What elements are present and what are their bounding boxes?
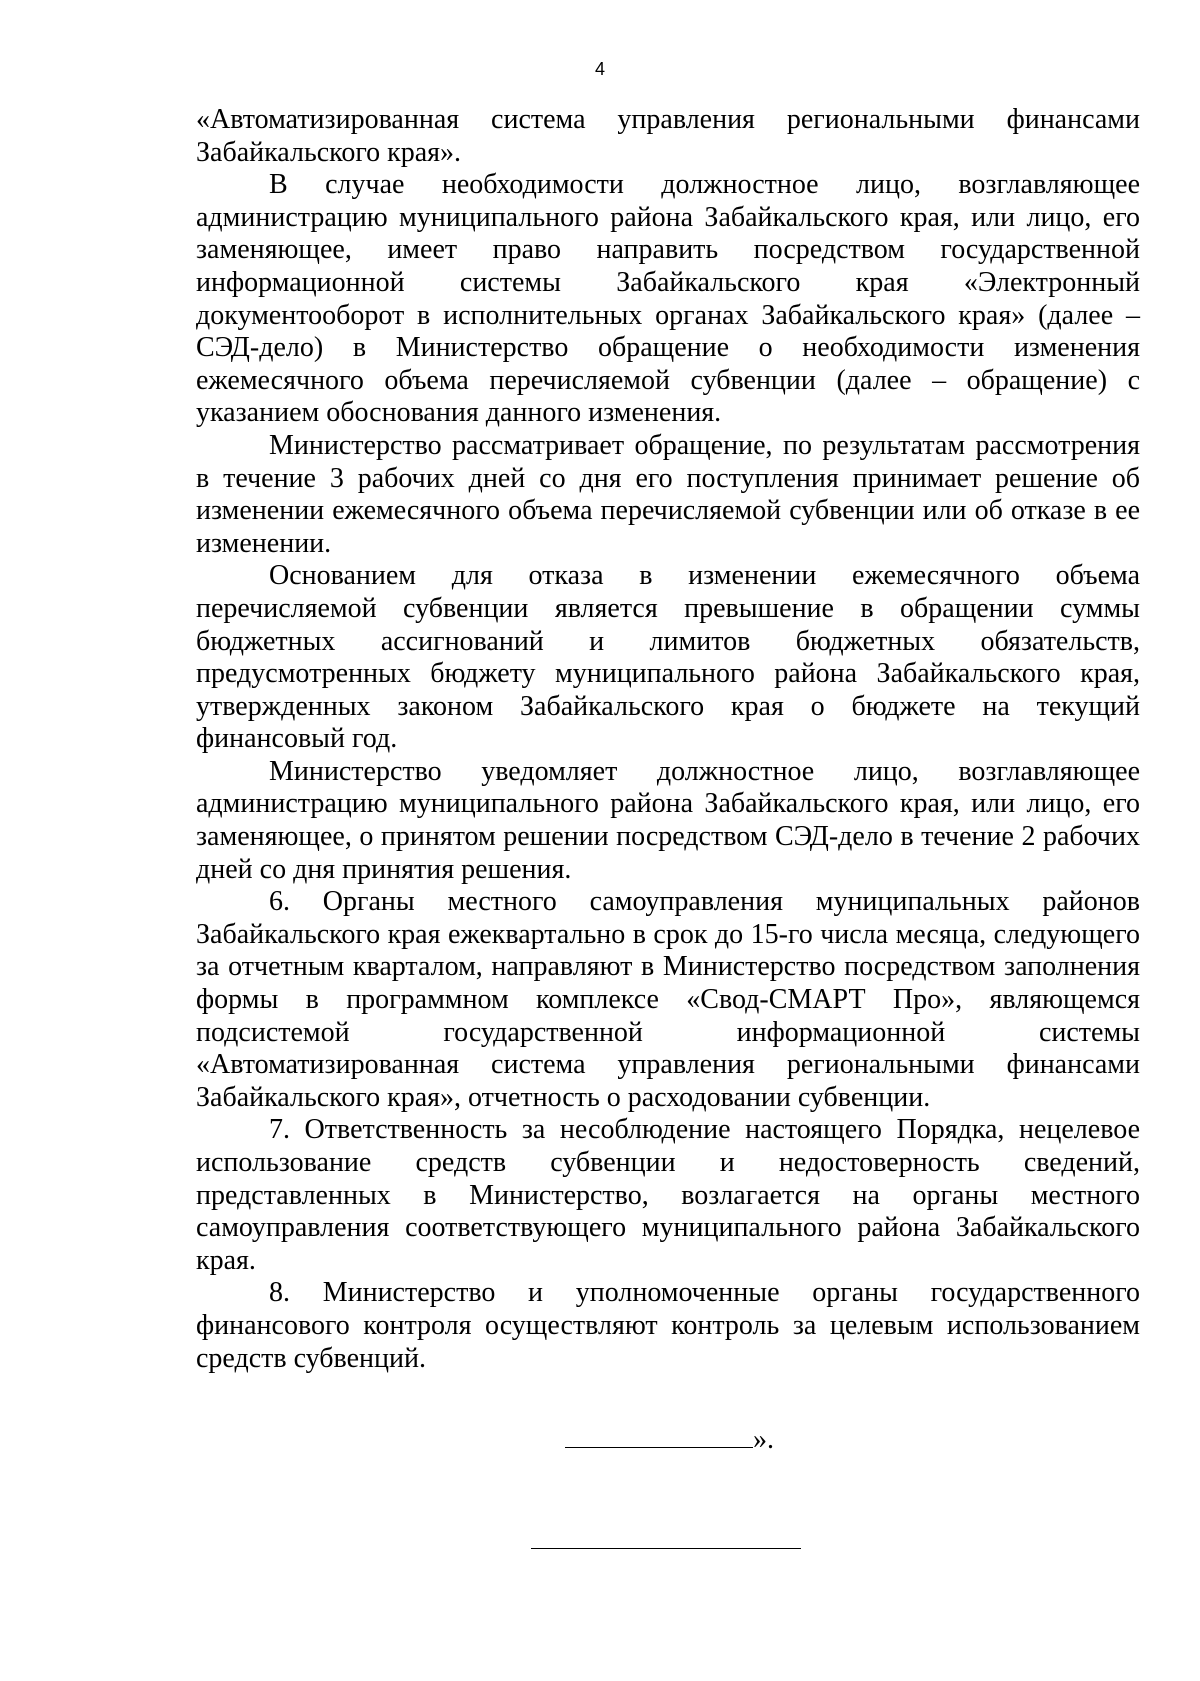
page-number: 4 bbox=[594, 59, 605, 79]
closing-underline bbox=[565, 1447, 753, 1448]
paragraph-refusal-grounds: Основанием для отказа в изменении ежемесячного объема перечисляемой субвенции является превышение в обращении суммы бюджетных ассигнований и лимитов бюджетных обязательств, предусмотренных бюджету муниципального района Забайкальского края, утвержденных законом Забайкальского края о бюджете на текущий финансовый год. bbox=[196, 560, 1140, 755]
closing-quote-mark: ». bbox=[753, 1424, 774, 1455]
end-separator-line bbox=[531, 1548, 801, 1549]
paragraph-item-6-reporting: 6. Органы местного самоуправления муниципальных районов Забайкальского края ежеквартально в срок до 15-го числа месяца, следующего за отчетным кварталом, направляют в Министерство посредством заполнения формы в программном комплексе «Свод-СМАРТ Про», являющемся подсистемой государственной информационной системы «Автоматизированная система управления региональными финансами Забайкальского края», отчетность о расходовании субвенции. bbox=[196, 886, 1140, 1113]
paragraph-notification: Министерство уведомляет должностное лицо, возглавляющее администрацию муниципального района Забайкальского края, или лицо, его заменяющее, о принятом решении посредством СЭД-дело в течение 2 рабочих дней со дня принятия решения. bbox=[196, 755, 1140, 885]
paragraph-request-review: Министерство рассматривает обращение, по результатам рассмотрения в течение 3 рабочих дней со дня его поступления принимает решение об изменении ежемесячного объема перечисляемой субвенции или об отказе в ее изменении. bbox=[196, 429, 1140, 559]
paragraph-system-name-continuation: «Автоматизированная система управления региональными финансами Забайкальского края». bbox=[196, 104, 1140, 168]
closing-line bbox=[565, 1424, 774, 1456]
paragraph-item-8-control: 8. Министерство и уполномоченные органы государственного финансового контроля осуществляют контроль за целевым использованием средств субвенций. bbox=[196, 1277, 1140, 1374]
document-body bbox=[196, 104, 1140, 1375]
paragraph-change-request: В случае необходимости должностное лицо, возглавляющее администрацию муниципального района Забайкальского края, или лицо, его заменяющее, имеет право направить посредством государственной информационной системы Забайкальского края «Электронный документооборот в исполнительных органах Забайкальского края» (далее – СЭД-дело) в Министерство обращение о необходимости изменения ежемесячного объема перечисляемой субвенции (далее – обращение) с указанием обоснования данного изменения. bbox=[196, 169, 1140, 429]
paragraph-item-7-responsibility: 7. Ответственность за несоблюдение настоящего Порядка, нецелевое использование средств субвенции и недостоверность сведений, представленных в Министерство, возлагается на органы местного самоуправления соответствующего муниципального района Забайкальского края. bbox=[196, 1114, 1140, 1276]
